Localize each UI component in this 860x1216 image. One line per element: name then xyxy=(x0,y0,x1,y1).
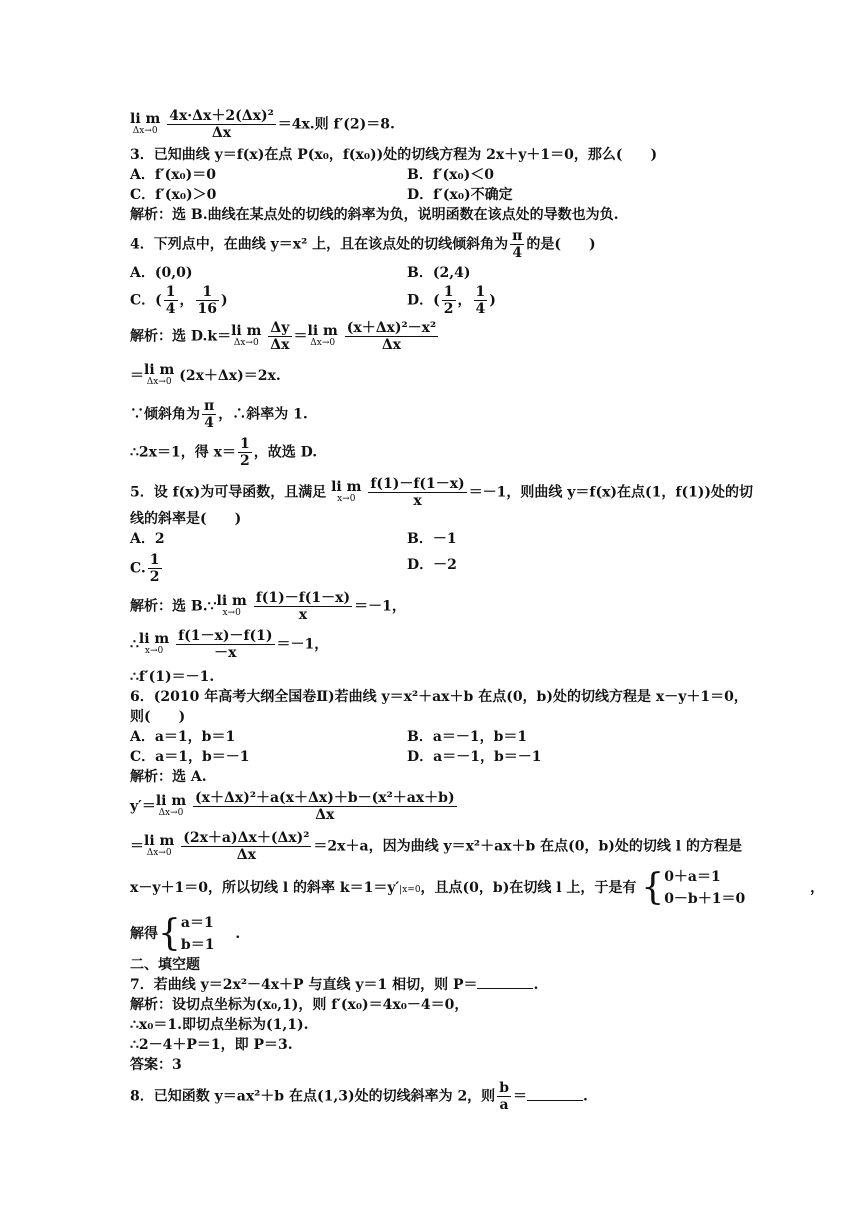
q7-solution-line1: 解析：设切点坐标为(x₀,1)，则 f′(x₀)＝4x₀－4＝0， xyxy=(130,997,469,1013)
q5-solution-line3: ∴f′(1)＝－1. xyxy=(130,669,215,685)
question-6-line2: 则( ) xyxy=(130,709,186,725)
question-6: 6．(2010 年高考大纲全国卷Ⅱ)若曲线 y＝x²＋ax＋b 在点(0，b)处的切线方程是 x－y＋1＝0， xyxy=(130,689,748,705)
question-7: 7．若曲线 y＝2x²－4x＋P 与直线 y＝1 相切，则 P＝ . xyxy=(130,977,539,993)
q4-solution-line4: ∴2x＝1，得 x＝ $\frac{1}{2}$ ，故选 D. xyxy=(130,436,318,469)
q4-option-b: B．(2,4) xyxy=(407,265,471,281)
q5-option-c: C. $\frac{1}{2}$ xyxy=(130,552,160,585)
q6-solution-line4: 解得{ a＝1 b＝1 . xyxy=(130,913,241,954)
q5-option-a: A．2 xyxy=(130,531,165,547)
q6-option-b: B．a＝－1，b＝1 xyxy=(407,729,528,745)
limit-operator: li m Δx→0 xyxy=(130,110,161,136)
q3-option-c: C．f′(x₀)＞0 xyxy=(130,187,217,203)
q3-option-b: B．f′(x₀)＜0 xyxy=(407,167,495,183)
q5-option-d: D．－2 xyxy=(407,557,457,573)
q5-solution-line2: ∴ li m x→0 $\frac{f(1-x)-f(1)}{-x}$ ＝－1， xyxy=(130,628,329,661)
q6-solution-line3: x－y＋1＝0，所以切线 l 的斜率 k＝1＝y′|x=0，且点(0，b)在切线 l 上，于是有 { 0＋a＝1 0－b＋1＝0 ， xyxy=(130,867,825,908)
question-3: 3．已知曲线 y＝f(x)在点 P(x₀，f(x₀))处的切线方程为 2x＋y＋1＝0，那么( ) xyxy=(130,147,658,163)
q6-solution: 解析：选 A. xyxy=(130,769,207,785)
fraction: $\frac{\text{4x·Δx＋2(Δx)²}}{\Delta x}$ xyxy=(169,108,274,141)
q4-solution: 解析：选 D.k＝ li m Δx→0 $\frac{\Delta y}{\Delta x}$ ＝ li m Δx→0 $\frac{\text{(x＋Δx)²－x²}}{\Delta x}$ xyxy=(130,320,437,353)
q4-solution-line3: ∵倾斜角为 $\frac{\pi}{4}$ ，∴斜率为 1. xyxy=(130,398,308,431)
question-5: 5．设 f(x)为可导函数，且满足 li m x→0 $\frac{f(1)-f(1-x)}{x}$ ＝－1，则曲线 y＝f(x)在点(1，f(1))处的切 xyxy=(130,476,754,509)
q3-option-d: D．f′(x₀)不确定 xyxy=(407,187,513,203)
q4-option-a: A．(0,0) xyxy=(130,265,193,281)
q7-solution-line3: ∴2－4＋P＝1，即 P＝3. xyxy=(130,1037,293,1053)
q5-solution: 解析：选 B.∵ li m x→0 $\frac{f(1)-f(1-x)}{x}$ ＝－1， xyxy=(130,590,406,623)
q3-option-a: A．f′(x₀)＝0 xyxy=(130,167,217,183)
q5-option-b: B．－1 xyxy=(407,531,457,547)
q6-option-d: D．a＝－1，b＝－1 xyxy=(407,749,542,765)
q4-option-c: C．( $\frac{1}{4}$ ， $\frac{1}{16}$ ) xyxy=(130,284,228,317)
q4-solution-line2: ＝ li m Δx→0 (2x＋Δx)＝2x. xyxy=(130,362,281,387)
question-8: 8．已知函数 y＝ax²＋b 在点(1,3)处的切线斜率为 2，则 $\frac{b}{a}$ ＝ . xyxy=(130,1080,588,1113)
section-heading: 二、填空题 xyxy=(130,957,200,973)
q7-solution-line2: ∴x₀＝1.即切点坐标为(1,1). xyxy=(130,1017,309,1033)
question-4: 4．下列点中，在曲线 y＝x² 上，且在该点处的切线倾斜角为 $\frac{\pi}{4}$ 的是( ) xyxy=(130,228,596,261)
q6-option-a: A．a＝1，b＝1 xyxy=(130,729,236,745)
q6-solution-line2: ＝ li m Δx→0 $\frac{\text{(2x＋a)Δx＋(Δx)²}}{\Delta x}$ ＝2x＋a，因为曲线 y＝x²＋ax＋b 在点(0，b)处的切线 l 的方程是 xyxy=(130,830,742,863)
q3-solution: 解析：选 B.曲线在某点处的切线的斜率为负，说明函数在该点处的导数也为负. xyxy=(130,207,619,223)
question-5-line2: 线的斜率是( ) xyxy=(130,511,242,527)
q4-option-d: D．( $\frac{1}{2}$ ， $\frac{1}{4}$ ) xyxy=(407,284,496,317)
solution-line-limit: li m Δx→0 $\frac{\text{4x·Δx＋2(Δx)²}}{\Delta x}$ ＝4x.则 f′(2)＝8. xyxy=(130,108,395,141)
q6-solution-derivative: y′＝ li m Δx→0 $\frac{\text{(x＋Δx)²＋a(x＋Δx)＋b－(x²＋ax＋b)}}{\Delta x}$ xyxy=(130,790,455,823)
q6-option-c: C．a＝1，b＝－1 xyxy=(130,749,250,765)
q7-answer: 答案：3 xyxy=(130,1057,182,1073)
